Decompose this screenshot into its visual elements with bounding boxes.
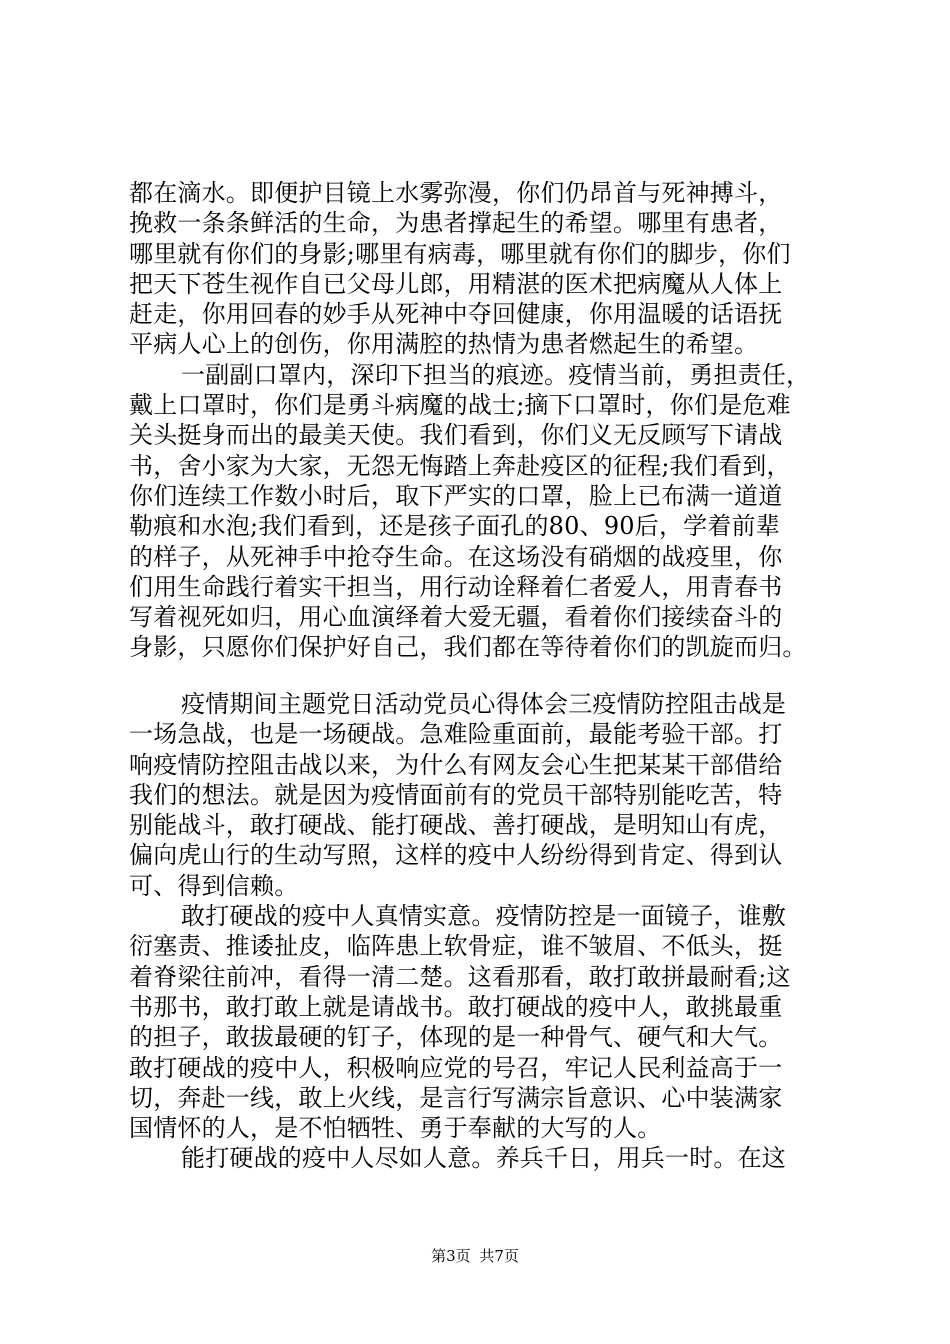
text-line: 赶走，你用回春的妙手从死神中夺回健康，你用温暖的话语抚 bbox=[129, 300, 783, 329]
text-line: 可、得到信赖。 bbox=[129, 871, 299, 900]
text-line: 身影，只愿你们保护好自己，我们都在等待着你们的凯旋而归。 bbox=[129, 633, 807, 662]
page-total: 共7页 bbox=[479, 1247, 519, 1265]
text-line: 把天下苍生视作自已父母儿郎，用精湛的医术把病魔从人体上 bbox=[129, 269, 783, 298]
text-line: 偏向虎山行的生动写照，这样的疫中人纷纷得到肯定、得到认 bbox=[129, 841, 783, 870]
text-line: 别能战斗，敢打硬战、能打硬战、善打硬战，是明知山有虎， bbox=[129, 811, 783, 840]
text-block-1 bbox=[129, 178, 829, 663]
text-line: 写着视死如归，用心血演绎着大爱无疆，看着你们接续奋斗的 bbox=[129, 603, 783, 632]
text-line: 一副副口罩内，深印下担当的痕迹。疫情当前，勇担责任， bbox=[181, 360, 811, 389]
text-line: 关头挺身而出的最美天使。我们看到，你们义无反顾写下请战 bbox=[129, 421, 783, 450]
text-line: 哪里就有你们的身影;哪里有病毒，哪里就有你们的脚步，你们 bbox=[129, 239, 791, 268]
text-line: 勒痕和水泡;我们看到，还是孩子面孔的80、90后，学着前辈 bbox=[129, 512, 780, 541]
text-line: 一场急战，也是一场硬战。急难险重面前，最能考验干部。打 bbox=[129, 720, 783, 749]
text-line: 我们的想法。就是因为疫情面前有的党员干部特别能吃苦，特 bbox=[129, 780, 783, 809]
page-number: 第3页 bbox=[431, 1247, 471, 1265]
text-line: 国情怀的人，是不怕牺牲、勇于奉献的大写的人。 bbox=[129, 1114, 662, 1143]
text-line: 的担子，敢拔最硬的钉子，体现的是一种骨气、硬气和大气。 bbox=[129, 1023, 783, 1052]
text-line: 敢打硬战的疫中人，积极响应党的号召，牢记人民利益高于一 bbox=[129, 1053, 783, 1082]
text-line: 切，奔赴一线，敢上火线，是言行写满宗旨意识、心中装满家 bbox=[129, 1083, 783, 1112]
page-footer bbox=[0, 1246, 950, 1266]
text-line: 敢打硬战的疫中人真情实意。疫情防控是一面镜子，谁敷 bbox=[181, 902, 786, 931]
text-line: 的样子，从死神手中抢夺生命。在这场没有硝烟的战疫里，你 bbox=[129, 542, 783, 571]
text-line: 书那书，敢打敢上就是请战书。敢打硬战的疫中人，敢挑最重 bbox=[129, 992, 783, 1021]
text-line: 响疫情防控阻击战以来，为什么有网友会心生把某某干部借给 bbox=[129, 750, 783, 779]
text-line: 你们连续工作数小时后，取下严实的口罩，脸上已布满一道道 bbox=[129, 481, 783, 510]
text-line: 能打硬战的疫中人尽如人意。养兵千日，用兵一时。在这 bbox=[181, 1144, 786, 1173]
text-line: 挽救一条条鲜活的生命，为患者撑起生的希望。哪里有患者， bbox=[129, 209, 783, 238]
text-line: 平病人心上的创伤，你用满腔的热情为患者燃起生的希望。 bbox=[129, 330, 759, 359]
text-line: 衍塞责、推诿扯皮，临阵患上软骨症，谁不皱眉、不低头，挺 bbox=[129, 932, 783, 961]
text-block-2 bbox=[129, 689, 829, 1174]
text-line: 都在滴水。即便护目镜上水雾弥漫，你们仍昂首与死神搏斗， bbox=[129, 179, 783, 207]
text-line: 疫情期间主题党日活动党员心得体会三疫情防控阻击战是 bbox=[181, 690, 786, 718]
text-line: 们用生命践行着实干担当，用行动诠释着仁者爱人，用青春书 bbox=[129, 572, 783, 601]
text-line: 书，舍小家为大家，无怨无悔踏上奔赴疫区的征程;我们看到， bbox=[129, 451, 791, 480]
text-line: 着脊梁往前冲，看得一清二楚。这看那看，敢打敢拼最耐看;这 bbox=[129, 962, 791, 991]
text-line: 戴上口罩时，你们是勇斗病魔的战士;摘下口罩时，你们是危难 bbox=[129, 391, 791, 420]
